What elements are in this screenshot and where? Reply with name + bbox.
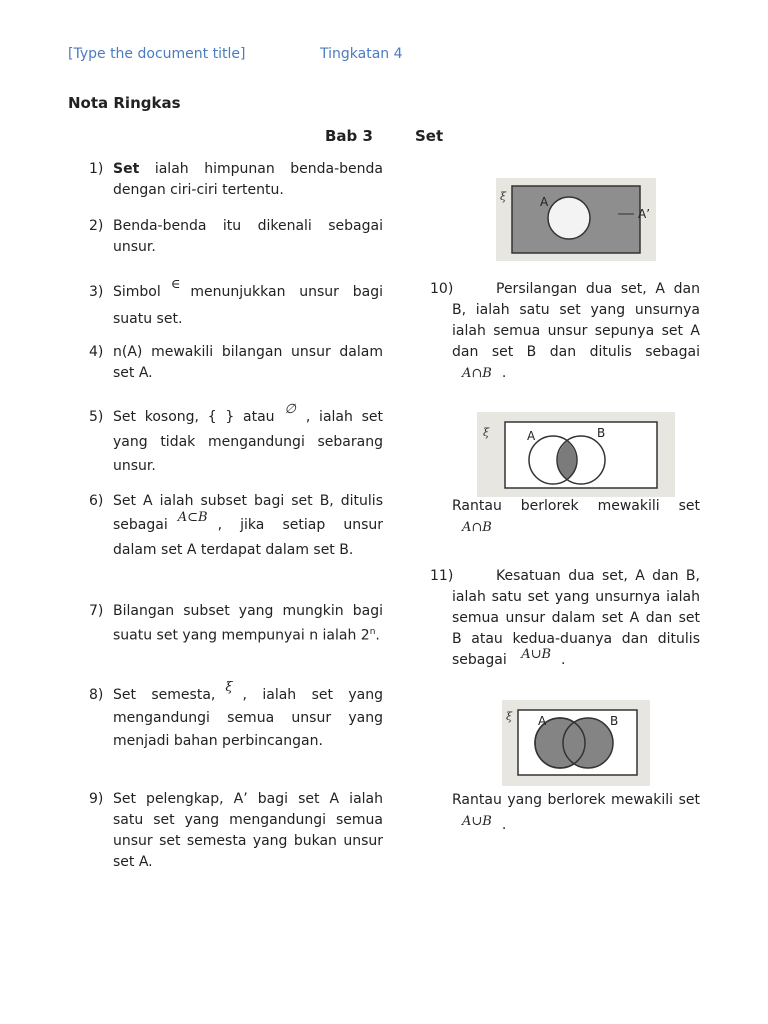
list-item: 4) n(A) mewakili bilangan unsur dalam set A. [89, 344, 383, 381]
list-item: 8) Set semesta, ξ , ialah set yang mengandungi semua unsur yang menjadi bahan perbincangan. [89, 680, 383, 749]
universal-set-symbol: ξ [506, 710, 513, 723]
universal-set-symbol: ξ [483, 426, 490, 439]
list-item: 6) Set A ialah subset bagi set B, ditulis sebagai A⊂B , jika setiap unsur dalam set A terdapat dalam set B. [89, 493, 383, 558]
document-title-placeholder: [Type the document title] [68, 46, 246, 62]
universal-set-symbol: ξ [500, 190, 507, 203]
venn-intersection-figure [477, 412, 675, 497]
venn-complement-figure [496, 178, 656, 261]
list-item: 7) Bilangan subset yang mungkin bagi suatu set yang mempunyai n ialah 2$^n$. [89, 603, 383, 644]
set-a-prime-label: A’ [638, 207, 651, 221]
intersection-caption: Rantau berlorek mewakili set A∩B [452, 498, 700, 535]
list-item: 10) Persilangan dua set, A dan B, ialah satu set yang unsurnya ialah semua unsur sepunya set A dan set B dan ditulis sebagai A∩B . [430, 281, 700, 381]
set-b-label: B [597, 426, 606, 440]
form-label: Tingkatan 4 [320, 46, 403, 62]
list-item: 5) Set kosong, { } atau ∅ , ialah set yang tidak mengandungi sebarang unsur. [89, 402, 383, 474]
set-b-label: B [610, 714, 619, 728]
union-caption: Rantau yang berlorek mewakili set A∪B . [452, 792, 700, 833]
chapter-name: Set [415, 127, 444, 145]
list-item: 3) Simbol ∈ menunjukkan unsur bagi suatu set. [89, 277, 383, 327]
list-item: 11) Kesatuan dua set, A dan B, ialah satu set yang unsurnya ialah semua unsur dalam set A dan set B atau kedua-duanya dan ditulis sebagai A∪B . [430, 568, 700, 668]
venn-union-figure [502, 700, 650, 786]
set-a-label: A [540, 195, 549, 209]
list-item: 2) Benda-benda itu dikenali sebagai unsur. [89, 218, 383, 255]
list-item: 1) Set ialah himpunan benda-benda dengan ciri-ciri tertentu. [89, 161, 383, 198]
chapter-number: Bab 3 [325, 127, 373, 145]
set-a-label: A [538, 714, 547, 728]
set-a-label: A [527, 429, 536, 443]
page-title: Nota Ringkas [68, 94, 181, 112]
list-item: 9) Set pelengkap, A’ bagi set A ialah satu set yang mengandungi semua unsur set semesta yang bukan unsur set A. [89, 791, 383, 870]
